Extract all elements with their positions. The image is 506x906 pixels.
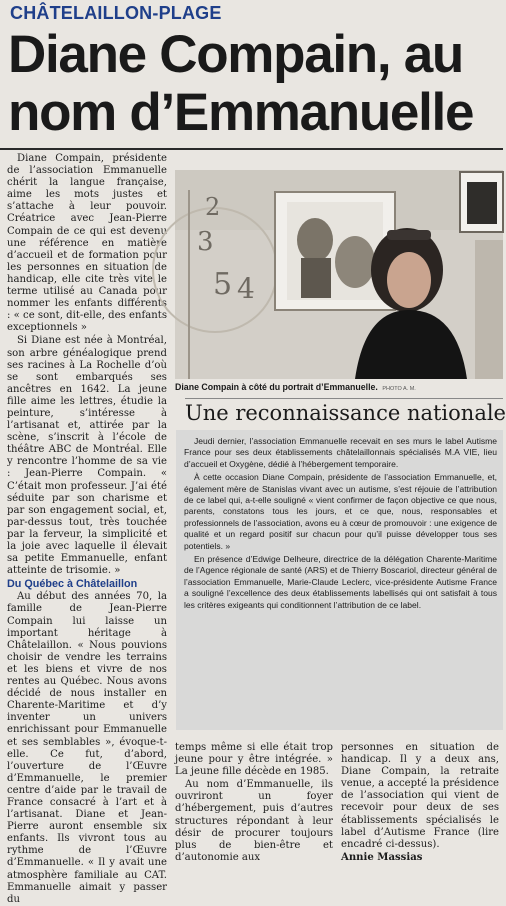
middle-column: [175, 742, 333, 863]
svg-text:3: 3: [197, 227, 214, 257]
subhead: Du Québec à Châtelaillon: [7, 578, 138, 591]
left-column: [7, 153, 167, 905]
headline-line-1: Diane Compain, au: [8, 25, 463, 84]
paragraph: temps même si elle était trop jeune pour y être intégrée. » La jeune fille décède en 1985.: [175, 742, 333, 778]
paragraph: Au nom d’Emmanuelle, ils ouvriront un foyer d’hébergement, puis d’autres structures répondant à leur désir de procurer toujours plus de bien-être et d’autonomie aux: [175, 779, 333, 863]
headline: [8, 26, 498, 142]
paragraph: En présence d’Edwige Delheure, directrice de la délégation Charente-Maritime de l’Agence régionale de santé (ARS) et de Thierry Boscariol, directeur général de l’association Emmanuelle, Marie-Claude Leclerc, vice-présidente Autisme France a souligné l’excellence des deux établissements labellisés qui ont satisfait à tous les critères exigeants qui conditionnent l’attribution de ce label.: [184, 554, 497, 610]
caption-text: Diane Compain à côté du portrait d’Emmanuelle.: [175, 382, 378, 392]
author-byline: Annie Massias: [341, 851, 423, 863]
right-column: [341, 742, 499, 863]
paragraph: À cette occasion Diane Compain, présidente de l’association Emmanuelle, et, également mère de Stanislas vivant avec un autisme, s’est réjouie de l’attribution de ce label qui, a-t-elle souligné « vient confirmer de façon objective ce que nous, parents, constatons tous les jours, et ce que, nous, responsables et professionnels de l’association, avons eu à cœur de promouvoir : une exigence de qualité et un regard positif sur chacun pour qu’il puisse développer tous ses potentiels. »: [184, 472, 497, 551]
svg-text:5: 5: [213, 267, 233, 302]
svg-text:2: 2: [205, 193, 221, 221]
headline-line-2: nom d’Emmanuelle: [8, 83, 474, 142]
svg-text:4: 4: [237, 272, 255, 305]
headline-divider: [0, 148, 503, 150]
photo-credit: PHOTO A. M.: [382, 386, 416, 392]
sidebar-box-text: [184, 436, 497, 611]
paragraph: personnes en situation de handicap. Il y a deux ans, Diane Compain, la retraite venue, a accepté la présidence de l’association qui vient de recevoir pour deux de ses établissements spécialisés le label d’Autisme France (lire encadré ci-dessus).: [341, 742, 499, 850]
paragraph: Au début des années 70, la famille de Jean-Pierre Compain lui laisse un important héritage à Châtelaillon. « Nous pouvions choisir de vendre les terrains et les biens et vivre de nos rentes au Québec. Nous avons décidé de nous installer en Charente-Maritime et d’y inventer un univers enrichissant pour Emmanuelle et ses semblables », évoque-t-elle. Ce fut, d’abord, l’ouverture de l’Œuvre d’Emmanuelle, le premier centre d’aide par le travail de France consacré à l’art et à l’artisanat. Diane et Jean-Pierre auront ensemble six enfants. Ils vivront tous au rythme de l’Œuvre d’Emmanuelle. « Il y avait une atmosphère familiale au CAT. Emmanuelle aimait y passer du: [7, 591, 167, 905]
box-title: Une reconnaissance nationale: [185, 398, 503, 425]
paragraph: Diane Compain, présidente de l’association Emmanuelle chérit la langue française, aime les mots justes et s’attache à leur pouvoir. Créatrice avec Jean-Pierre Compain de ce qui est devenu une référence en matière d’accueil et de formation pour les personnes en situation de handicap, elle cite très vite le terme utilisé au Canada pour nommer les enfants différents : « ce sont, dit-elle, des enfants exceptionnels »: [7, 153, 167, 334]
article-photo: [175, 170, 503, 379]
paragraph: Si Diane est née à Montréal, son arbre généalogique prend ses racines à La Rochelle d’où se sont embarqués ses ancêtres en 1642. La jeune fille aime les lettres, étudie la peinture, s’intéresse à l’artisanat et, attirée par la scène, s’inscrit à l’école de théâtre ABC de Montréal. Elle y rencontre l’homme de sa vie : Jean-Pierre Compain. « C’était mon professeur. J’ai été séduite par son charisme et par son engagement social, et, par-dessus tout, très touchée par la ferveur, la simplicité et la joie avec laquelle il élevait sa petite Emmanuelle, enfant atteinte de trisomie. »: [7, 335, 167, 577]
paragraph: Jeudi dernier, l’association Emmanuelle recevait en ses murs le label Autisme France pour ses deux établissements châtelaillonnais spécialisés M.A VIE, lieu d’accueil et Oxygène, dédié à l’hébergement temporaire.: [184, 436, 497, 469]
kicker: CHÂTELAILLON-PLAGE: [10, 3, 222, 23]
photo-illustration: [175, 170, 503, 379]
photo-caption: [175, 382, 503, 392]
